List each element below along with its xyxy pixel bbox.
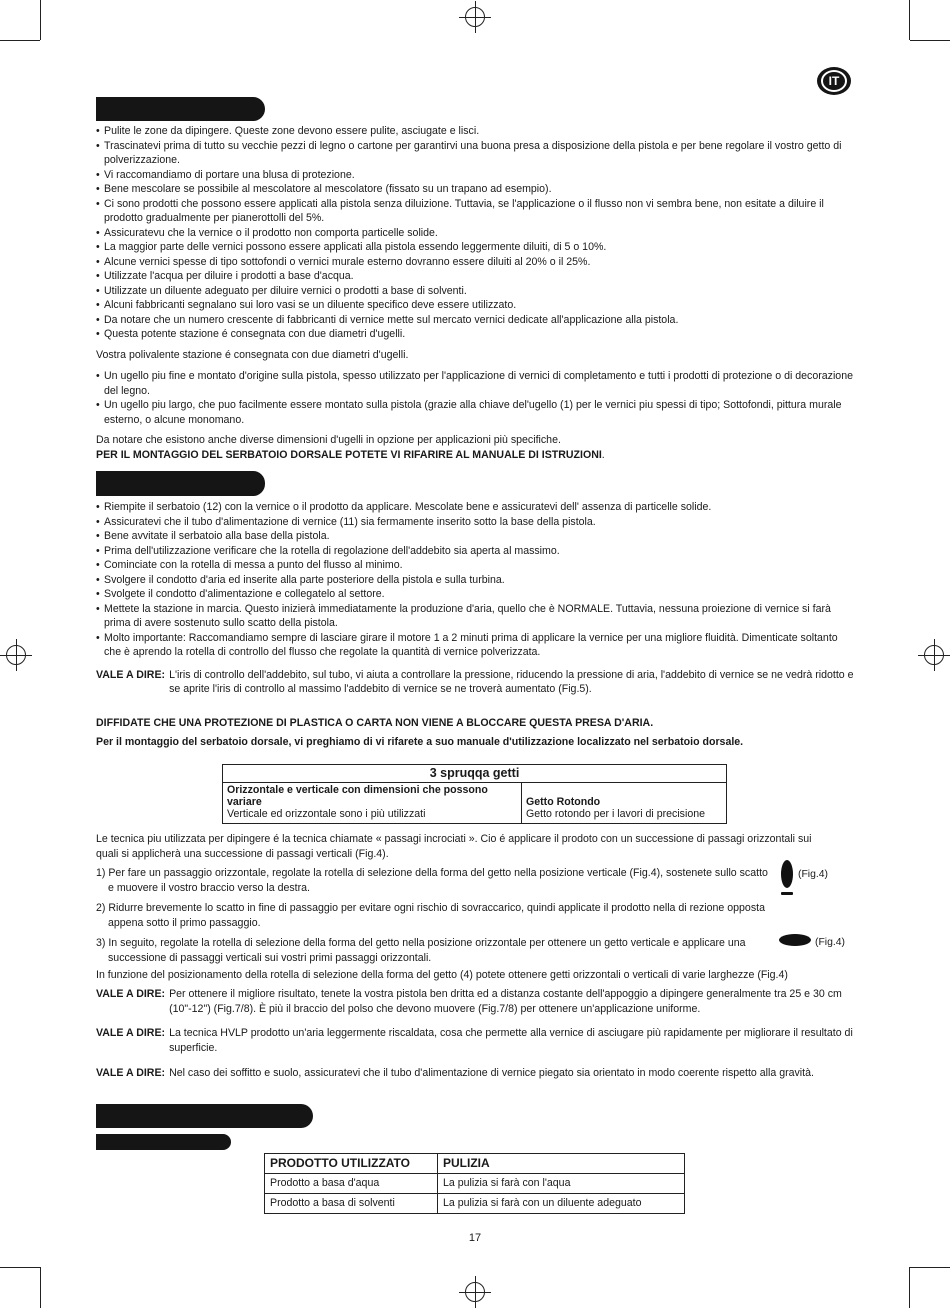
vale-label: VALE A DIRE: — [96, 1027, 166, 1039]
table-cell: Prodotto a basa di solventi — [265, 1194, 438, 1214]
vale-a-dire-hvlp — [96, 1026, 856, 1055]
registration-mark-bottom — [465, 1282, 485, 1302]
fig-label: (Fig.4) — [798, 869, 829, 880]
fig-label: (Fig.4) — [815, 937, 846, 948]
crop-mark — [909, 1267, 910, 1308]
crop-mark — [40, 1267, 41, 1308]
list-item: • Mettete la stazione in marcia. Questo inizierà immediatamente la produzione d'aria, quello che è NORMALE. Tuttavia, nessuna proiezione di vernice si farà prima di avere sostenuto sullo scatto della pistola. — [96, 602, 856, 631]
crop-mark — [910, 1267, 950, 1268]
section-usage — [96, 500, 856, 697]
technique-intro: Le tecnica piu utilizzata per dipingere é la tecnica chiamate « passagi incrociati ». Cio é applicare il prodoto con un successione di passagi orizzontali sui quali si applicherà una successione di passagi verticali (Fig.4). — [96, 833, 812, 860]
list-item: • Da notare che un numero crescente di fabbricanti di vernice mette sul mercato vernici dedicate all'applicazione alla pistola. — [96, 313, 856, 328]
list-item: • Un ugello piu fine e montato d'origine sulla pistola, spesso utilizzato per l'applicazione di vernici di completamento e tutti i prodotti di protezione o di decorazione del legno. — [96, 369, 856, 398]
registration-mark-right — [924, 645, 944, 665]
table-row — [265, 1194, 685, 1214]
spray-col2-desc: Getto rotondo per i lavori di precisione — [526, 808, 706, 820]
vale-a-dire-distance — [96, 987, 856, 1016]
vale-text: La tecnica HVLP prodotto un'aria leggermente riscaldata, cosa che permette alla vernice di asciugare più rapidamente per migliorare il resultato di superficie. — [169, 1027, 853, 1054]
registration-mark-top — [465, 7, 485, 27]
usage-list — [96, 500, 856, 660]
vale-label: VALE A DIRE: — [96, 988, 166, 1000]
list-item: • Ci sono prodotti che possono essere applicati alla pistola senza diluizione. Tuttavia, se l'applicazione o il flusso non vi sembra bene, non esitate a diluire il prodotto gradualmente per pianerottolli del 5%. — [96, 197, 856, 226]
spray-table-title: 3 spruqqa getti — [223, 765, 727, 783]
language-badge-label: IT — [821, 70, 847, 92]
list-item: • Svolgere il condotto d'aria ed inserite alla parte posteriore della pistola e sulla turbina. — [96, 573, 856, 588]
list-item: • Molto importante: Raccomandiamo sempre di lasciare girare il motore 1 a 2 minuti prima di applicare la vernice per una migliore fluidità. Dimenticate soltanto che è aprendo la rotella di controllo del flusso che regolate la quantità di vernice polverizzata. — [96, 631, 856, 660]
list-item: • Pulite le zone da dipingere. Queste zone devono essere pulite, asciugate e lisci. — [96, 124, 856, 139]
list-item: • Trascinatevi prima di tutto su vecchie pezzi di legno o cartone per garantirvi una buona presa a disposizione della pistola e per bene regolare il vostro getto di polverizzazione. — [96, 139, 856, 168]
section-header-bar-1 — [96, 97, 265, 121]
section-header-bar-2 — [96, 471, 265, 496]
list-item: • Utilizzate l'acqua per diluire i prodotti a base d'acqua. — [96, 269, 856, 284]
section-header-bar-4 — [96, 1134, 231, 1150]
technique-step: 1) Per fare un passaggio orizzontale, regolate la rotella di selezione della forma del getto nella posizione verticale (Fig.4), sostenete sullo scatto e muovere il vostro braccio verso la destra. — [96, 867, 768, 894]
spray-table-cell — [223, 783, 522, 824]
list-item: • Utilizzate un diluente adeguato per diluire vernici o prodotti a base di solventi. — [96, 284, 856, 299]
list-item: • Bene mescolare se possibile al mescolatore al mescolatore (fissato su un trapano ad esempio). — [96, 182, 856, 197]
list-item: • Bene avvitate il serbatoio alla base della pistola. — [96, 529, 856, 544]
spray-col2-title: Getto Rotondo — [526, 796, 601, 808]
list-item: • Assicuratevi che il tubo d'alimentazione di vernice (11) sia fermamente inserito sotto la base della pistola. — [96, 515, 856, 530]
vale-label: VALE A DIRE: — [96, 668, 166, 681]
manual-note-bold: PER IL MONTAGGIO DEL SERBATOIO DORSALE POTETE VI RIFARIRE AL MANUALE DI ISTRUZIONI — [96, 448, 602, 461]
preparation-list — [96, 124, 856, 342]
list-item: • Questa potente stazione é consegnata con due diametri d'ugelli. — [96, 327, 856, 342]
vale-text: L'iris di controllo dell'addebito, sul tubo, vi aiuta a controllare la pressione, riducendo la pressione di aria, l'addebito di vernice se ne vedrà ridotto e se aprite l'iris di controllo al massimo l'addebito di vernice se ne troverà aumentato (Fig.5). — [169, 668, 854, 695]
list-item: • Assicuratevu che la vernice o il prodotto non comporta particelle solide. — [96, 226, 856, 241]
list-item: • Riempite il serbatoio (12) con la vernice o il prodotto da applicare. Mescolate bene e assicuratevi dell' assenza di particelle solide. — [96, 500, 856, 515]
table-cell: La pulizia si farà con un diluente adeguato — [438, 1194, 685, 1214]
crop-mark — [40, 0, 41, 40]
vale-label: VALE A DIRE: — [96, 1067, 166, 1079]
crop-mark — [0, 40, 40, 41]
table-cell: Prodotto a basa d'aqua — [265, 1174, 438, 1194]
vale-text: Per ottenere il migliore risultato, tenete la vostra pistola ben dritta ed a distanza costante dell'appoggio a dipingere generalmente tra 25 e 30 cm (10"-12") (Fig.7/8). È più il braccio del polso che devono muovere (Fig.7/8) per ottenere un'applicazione uniforme. — [169, 988, 842, 1015]
list-item: • Vi raccomandiamo di portare una blusa di protezione. — [96, 168, 856, 183]
crop-mark — [0, 1267, 40, 1268]
vertical-spray-pattern-icon — [781, 860, 793, 888]
nozzle-intro: Vostra polivalente stazione é consegnata con due diametri d'ugelli. — [96, 348, 409, 361]
horizontal-spray-pattern-icon — [779, 934, 811, 946]
vale-a-dire-ceiling — [96, 1066, 856, 1081]
table-header: PRODOTTO UTILIZZATO — [265, 1154, 438, 1174]
list-item: • La maggior parte delle vernici possono essere applicati alla pistola essendo leggermente diluiti, di 5 o 10%. — [96, 240, 856, 255]
list-item: • Svolgete il condotto d'alimentazione e collegatelo al settore. — [96, 587, 856, 602]
table-header: PULIZIA — [438, 1154, 685, 1174]
registration-mark-left — [6, 645, 26, 665]
warning-air-intake: DIFFIDATE CHE UNA PROTEZIONE DI PLASTICA O CARTA NON VIENE A BLOCCARE QUESTA PRESA D'ARIA. — [96, 717, 654, 729]
table-cell: La pulizia si farà con l'aqua — [438, 1174, 685, 1194]
manual-note-tail: . — [601, 448, 605, 461]
section-preparation — [96, 124, 856, 462]
nozzle-list — [96, 369, 856, 427]
list-item: • Alcune vernici spesse di tipo sottofondi o vernici murale esterno dovranno essere diluiti al 20% o il 25%. — [96, 255, 856, 270]
list-item: • Alcuni fabbricanti segnalano sui loro vasi se un diluente specifico deve essere utilizzato. — [96, 298, 856, 313]
dash-icon — [781, 892, 793, 895]
section-header-bar-3 — [96, 1104, 313, 1128]
crop-mark — [909, 0, 910, 40]
technique-summary: In funzione del posizionamento della rotella di selezione della forma del getto (4) potete ottenere getti orizzontali o verticali di varie larghezze (Fig.4) — [96, 969, 788, 981]
technique-step: 3) In seguito, regolate la rotella di selezione della forma del getto nella posizione orizzontale per ottenere un getto verticale e applicare una successione di passaggi verticali sui vostri primi passaggi orizzontali. — [96, 937, 746, 964]
page-number: 17 — [468, 1232, 482, 1244]
spray-col1-desc: Verticale ed orizzontale sono i più utilizzati — [227, 808, 426, 820]
list-item: • Prima dell'utilizzazione verificare che la rotella di regolazione dell'addebito sia aperta al massimo. — [96, 544, 856, 559]
cleaning-table — [264, 1153, 685, 1214]
technique-step: 2) Ridurre brevemente lo scatto in fine di passaggio per evitare ogni rischio di sovraccarico, quindi applicate il prodotto nella di rezione opposta appena sotto il primo passaggio. — [96, 902, 765, 929]
warning-backpack-manual: Per il montaggio del serbatoio dorsale, vi preghiamo di vi rifarete a suo manuale d'utilizzazione localizzato nel serbatoio dorsale. — [96, 736, 744, 748]
list-item: • Un ugello piu largo, che puo facilmente essere montato sulla pistola (grazie alla chiave del'ugello (1) per le vernici piu spessi di tipo; Sottofondi, pittura murale esterno, o alcune monomano. — [96, 398, 856, 427]
vale-a-dire-pressure — [96, 668, 856, 697]
vale-text: Nel caso dei soffitto e suolo, assicuratevi che il tubo d'alimentazione di vernice piegato sia orientato in modo coerente rispetto alla gravità. — [169, 1067, 814, 1079]
spray-col1-title: Orizzontale e verticale con dimensioni che possono variare — [227, 784, 488, 808]
spray-table-cell — [522, 783, 727, 824]
spray-pattern-table — [222, 764, 727, 824]
manual-note — [96, 448, 856, 463]
table-row — [265, 1174, 685, 1194]
nozzle-note: Da notare che esistono anche diverse dimensioni d'ugelli in opzione per applicazioni più specifiche. — [96, 434, 561, 446]
language-badge — [817, 67, 851, 95]
crop-mark — [910, 40, 950, 41]
list-item: • Cominciate con la rotella di messa a punto del flusso al minimo. — [96, 558, 856, 573]
technique-steps — [96, 866, 776, 965]
